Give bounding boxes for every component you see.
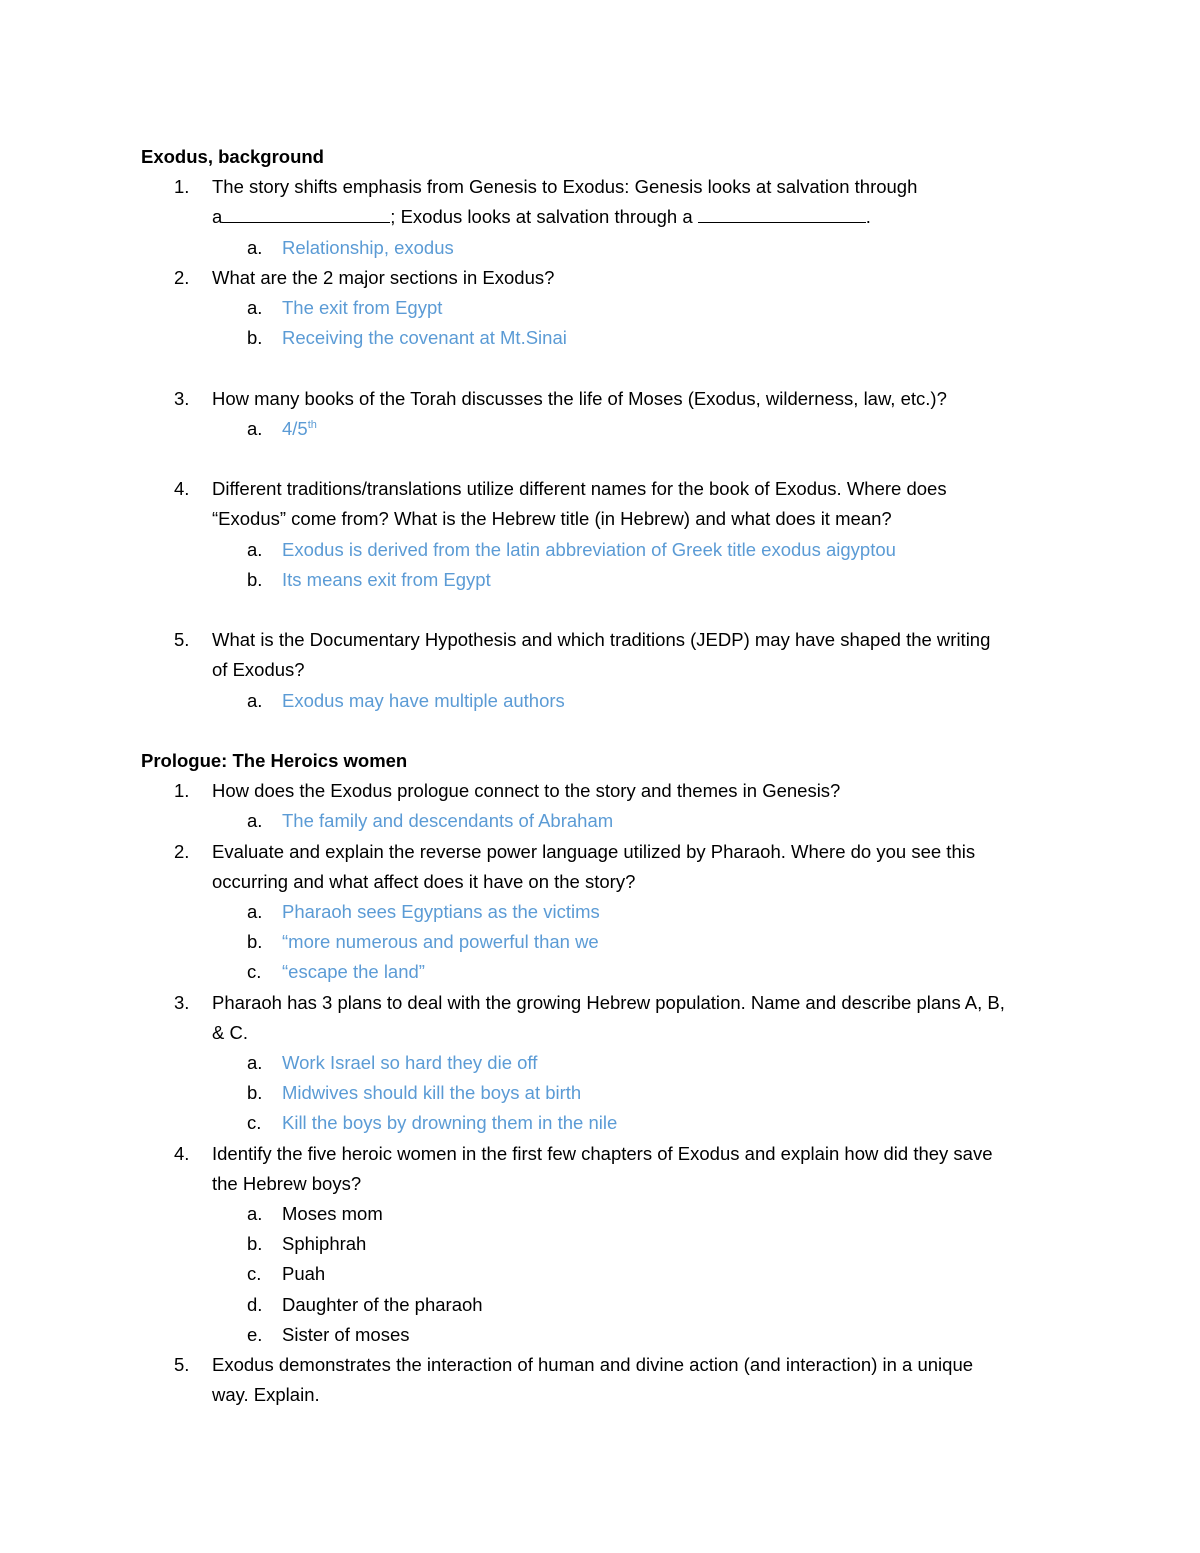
answer-item: a. 4/5th	[247, 417, 317, 439]
answer-item: b. Sphiphrah	[247, 1233, 367, 1255]
answer-item: c. Kill the boys by drowning them in the nile	[247, 1112, 618, 1134]
question-text-line2: & C.	[212, 1021, 248, 1043]
answer-item: a. The family and descendants of Abraham	[247, 810, 614, 832]
answer-item: a. The exit from Egypt	[247, 297, 443, 319]
section-heading-background: Exodus, background	[141, 146, 324, 167]
question-number: 4.	[174, 478, 190, 500]
question-number: 3.	[174, 991, 190, 1013]
question-text-line2: the Hebrew boys?	[212, 1172, 362, 1194]
question-text: Exodus demonstrates the interaction of human and divine action (and interaction) in a unique	[212, 1354, 974, 1376]
question-text-line2: of Exodus?	[212, 659, 305, 681]
answer-item: a. Pharaoh sees Egyptians as the victims	[247, 901, 600, 923]
fill-in-blank-1	[222, 204, 390, 223]
question-number: 3.	[174, 387, 190, 409]
question-number: 1.	[174, 780, 190, 802]
question-text: Pharaoh has 3 plans to deal with the growing Hebrew population. Name and describe plans A, B,	[212, 991, 1005, 1013]
answer-item: b. Midwives should kill the boys at birth	[247, 1082, 582, 1104]
question-3	[141, 384, 1071, 414]
question-text: Different traditions/translations utilize different names for the book of Exodus. Where does	[212, 478, 947, 500]
answer-item: d. Daughter of the pharaoh	[247, 1293, 483, 1315]
question-text-line2: a ; Exodus looks at salvation through a .	[212, 206, 871, 228]
answer-item: a. Exodus is derived from the latin abbreviation of Greek title exodus aigyptou	[247, 538, 896, 560]
question-text: What are the 2 major sections in Exodus?	[212, 266, 555, 288]
question-4	[141, 1139, 1071, 1199]
answer-item: a. Exodus may have multiple authors	[247, 689, 565, 711]
answer-item: b. “more numerous and powerful than we	[247, 931, 599, 953]
question-text: What is the Documentary Hypothesis and which traditions (JEDP) may have shaped the writing	[212, 629, 991, 651]
question-2	[141, 837, 1071, 897]
question-1	[141, 172, 1071, 232]
answer-item: a. Moses mom	[247, 1203, 383, 1225]
question-number: 5.	[174, 629, 190, 651]
question-text-line2: way. Explain.	[212, 1384, 320, 1406]
question-text: How does the Exodus prologue connect to the story and themes in Genesis?	[212, 780, 841, 802]
answer-item: b. Its means exit from Egypt	[247, 568, 491, 590]
question-1	[141, 776, 1071, 806]
question-text-line2: “Exodus” come from? What is the Hebrew title (in Hebrew) and what does it mean?	[212, 508, 892, 530]
question-number: 5.	[174, 1354, 190, 1376]
question-2	[141, 263, 1071, 293]
question-text-line2: occurring and what affect does it have on the story?	[212, 870, 636, 892]
fill-in-blank-2	[698, 204, 866, 223]
answer-item: a. Work Israel so hard they die off	[247, 1052, 538, 1074]
answer-item: e. Sister of moses	[247, 1323, 410, 1345]
question-text: Identify the five heroic women in the first few chapters of Exodus and explain how did they save	[212, 1142, 993, 1164]
answer-item: c. “escape the land”	[247, 961, 425, 983]
question-3	[141, 988, 1071, 1048]
answer-item: b. Receiving the covenant at Mt.Sinai	[247, 327, 567, 349]
question-5	[141, 625, 1071, 685]
question-text: The story shifts emphasis from Genesis to Exodus: Genesis looks at salvation through	[212, 176, 918, 198]
question-number: 1.	[174, 176, 190, 198]
question-4	[141, 474, 1071, 534]
question-text: Evaluate and explain the reverse power language utilized by Pharaoh. Where do you see this	[212, 840, 976, 862]
question-number: 4.	[174, 1142, 190, 1164]
question-text: How many books of the Torah discusses the life of Moses (Exodus, wilderness, law, etc.)?	[212, 387, 947, 409]
document-page	[141, 142, 1071, 1410]
question-number: 2.	[174, 266, 190, 288]
answer-item: c. Puah	[247, 1263, 326, 1285]
section-heading-prologue: Prologue: The Heroics women	[141, 750, 408, 771]
question-number: 2.	[174, 840, 190, 862]
answer-item: a. Relationship, exodus	[247, 236, 454, 258]
question-5	[141, 1350, 1071, 1410]
